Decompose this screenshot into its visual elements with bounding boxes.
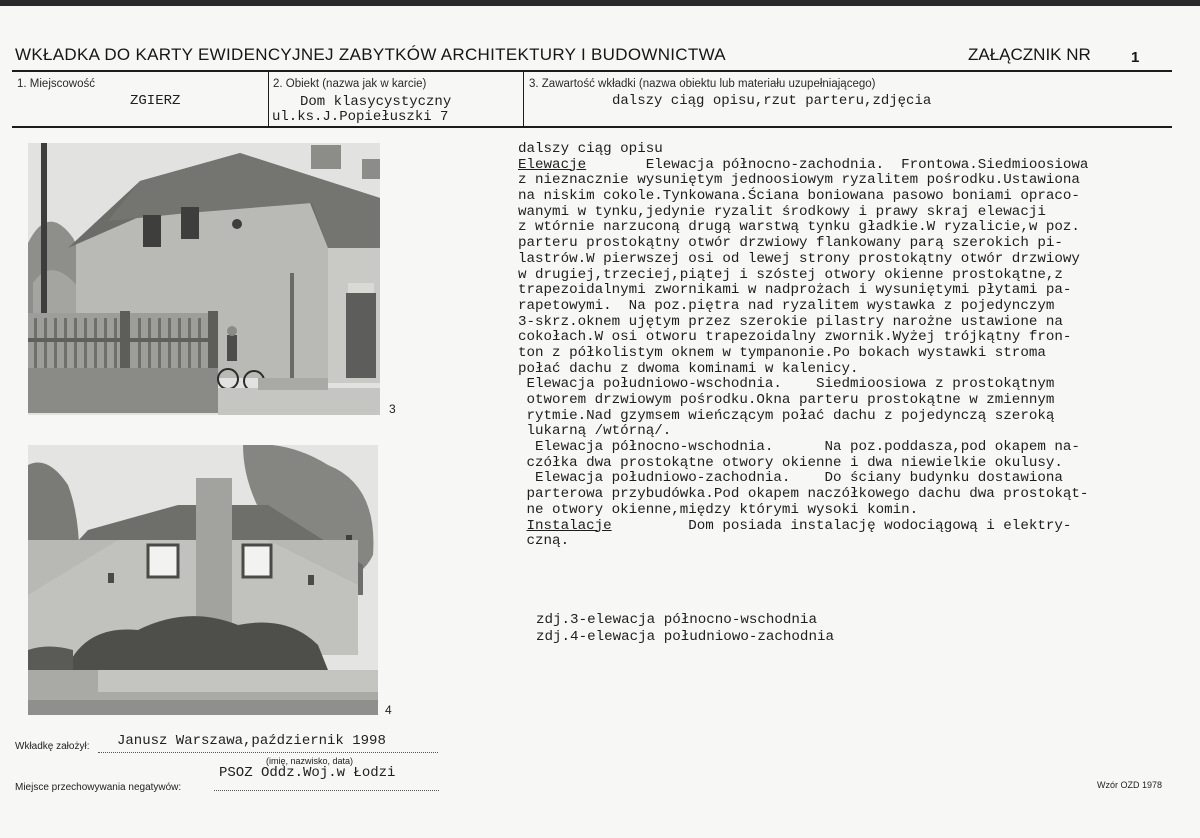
- description-text: [518, 142, 1198, 550]
- description-line: lastrów.W pierwszej osi od lewej strony prostokątny otwór drzwiowy: [518, 250, 1080, 267]
- author-label: Wkładkę założył:: [15, 741, 90, 752]
- description-line: Elewacja północno-wschodnia. Na poz.poddasza,pod okapem na-: [518, 439, 1080, 456]
- description-line: 3-skrz.oknem ujętym przez szerokie pilastry narożne ustawione na: [518, 313, 1063, 330]
- description-line: dalszy ciąg opisu: [518, 141, 663, 157]
- form-model-label: Wzór OZD 1978: [1097, 780, 1163, 790]
- description-line: w drugiej,trzeciej,piątej i szóstej otwory okienne prostokątne,z: [518, 266, 1063, 283]
- locality-label: 1. Miejscowość: [17, 78, 95, 90]
- description-line: otworem drzwiowym pośrodku.Okna parteru prostokątne w zmiennym: [518, 392, 1055, 408]
- field-divider-1: [268, 72, 269, 127]
- negatives-value: PSOZ Oddz.Woj.w Łodzi: [219, 765, 396, 781]
- form-title: WKŁADKA DO KARTY EWIDENCYJNEJ ZABYTKÓW ARCHITEKTURY I BUDOWNICTWA: [15, 45, 726, 64]
- photo-4-number: 4: [385, 703, 392, 717]
- photo-caption: zdj.4-elewacja południowo-zachodnia: [536, 629, 834, 645]
- card-top-edge: [0, 0, 1200, 6]
- photo-captions: [536, 612, 834, 646]
- description-line: rapetowymi. Na poz.piętra nad ryzalitem wystawka z pojedynczym: [518, 297, 1055, 314]
- description-line: wanymi w tynku,jedynie ryzalit środkowy i prawy skraj elewacji: [518, 203, 1046, 220]
- description-line: cokołach.W osi otworu trapezoidalny zwornik.Wyżej trójkątny fron-: [518, 329, 1072, 346]
- description-line: Elewacja południowo-wschodnia. Siedmioosiowa z prostokątnym: [518, 376, 1055, 393]
- content-label: 3. Zawartość wkładki (nazwa obiektu lub materiału uzupełniającego): [529, 78, 876, 90]
- photo-3-number: 3: [389, 402, 396, 416]
- description-line: ne otwory okienne,między którymi wysoki komin.: [518, 501, 919, 518]
- object-value-line1: Dom klasycystyczny: [300, 94, 452, 110]
- header-rule-bottom: [12, 126, 1172, 128]
- heading-installations: Instalacje: [526, 517, 612, 534]
- description-line: trapezoidalnymi zwornikami w nadprożach i wysuniętymi płytami pa-: [518, 282, 1072, 299]
- header-rule-top: [12, 70, 1172, 72]
- author-dotted-line: [98, 752, 438, 753]
- house-photo-north-east: [28, 143, 380, 415]
- annex-number: 1: [1131, 49, 1140, 66]
- description-line: [518, 158, 1198, 174]
- description-line: Elewacja południowo-zachodnia. Do ściany budynku dostawiona: [518, 470, 1063, 487]
- description-line: z wtórnie narzuconą drugą warstwą tynku gładkie.W ryzalicie,w poz.: [518, 219, 1080, 236]
- description-line: ton z półkolistym oknem w tympanonie.Po bokach wystawki stroma: [518, 344, 1046, 361]
- author-hint: (imię, nazwisko, data): [266, 756, 354, 766]
- description-line: na niskim cokole.Tynkowana.Ściana boniowana pasowo boniami opraco-: [518, 188, 1080, 205]
- object-label: 2. Obiekt (nazwa jak w karcie): [273, 78, 427, 90]
- house-photo-south-west: [28, 445, 378, 715]
- object-value-line2: ul.ks.J.Popiełuszki 7: [272, 109, 449, 125]
- content-value: dalszy ciąg opisu,rzut parteru,zdjęcia: [612, 93, 932, 109]
- description-line: [518, 519, 1198, 535]
- annex-label: ZAŁĄCZNIK NR: [968, 45, 1091, 64]
- locality-value: ZGIERZ: [130, 93, 181, 109]
- description-line: lukarną /wtórną/.: [518, 423, 672, 440]
- description-line: rytmie.Nad gzymsem wieńczącym połać dachu z pojedynczą szeroką: [518, 407, 1055, 424]
- photo-4: [28, 445, 378, 715]
- description-line: parteru prostokątny otwór drzwiowy flankowany parą szerokich pi-: [518, 235, 1063, 252]
- description-line: czną.: [518, 533, 570, 550]
- photo-caption: zdj.3-elewacja północno-wschodnia: [536, 612, 817, 628]
- description-line-rest: Elewacja północno-zachodnia. Frontowa.Siedmioosiowa: [586, 156, 1089, 173]
- description-line-lead: [518, 518, 527, 534]
- heading-elevations: Elewacje: [518, 156, 587, 173]
- description-line-rest: Dom posiada instalację wodociągową i elektry-: [611, 517, 1072, 534]
- negatives-dotted-line: [214, 790, 439, 791]
- description-line: czółka dwa prostokątne otwory okienne i dwa niewielkie okulusy.: [518, 454, 1063, 471]
- description-line: z nieznacznie wysuniętym jednoosiowym ryzalitem pośrodku.Ustawiona: [518, 172, 1080, 189]
- description-line: połać dachu z dwoma kominami w kalenicy.: [518, 360, 859, 377]
- negatives-label: Miejsce przechowywania negatywów:: [15, 782, 182, 793]
- description-line: parterowa przybudówka.Pod okapem naczółkowego dachu dwa prostokąt-: [518, 486, 1089, 503]
- author-value: Janusz Warszawa,październik 1998: [117, 733, 386, 749]
- photo-3: [28, 143, 380, 415]
- field-divider-2: [523, 72, 524, 127]
